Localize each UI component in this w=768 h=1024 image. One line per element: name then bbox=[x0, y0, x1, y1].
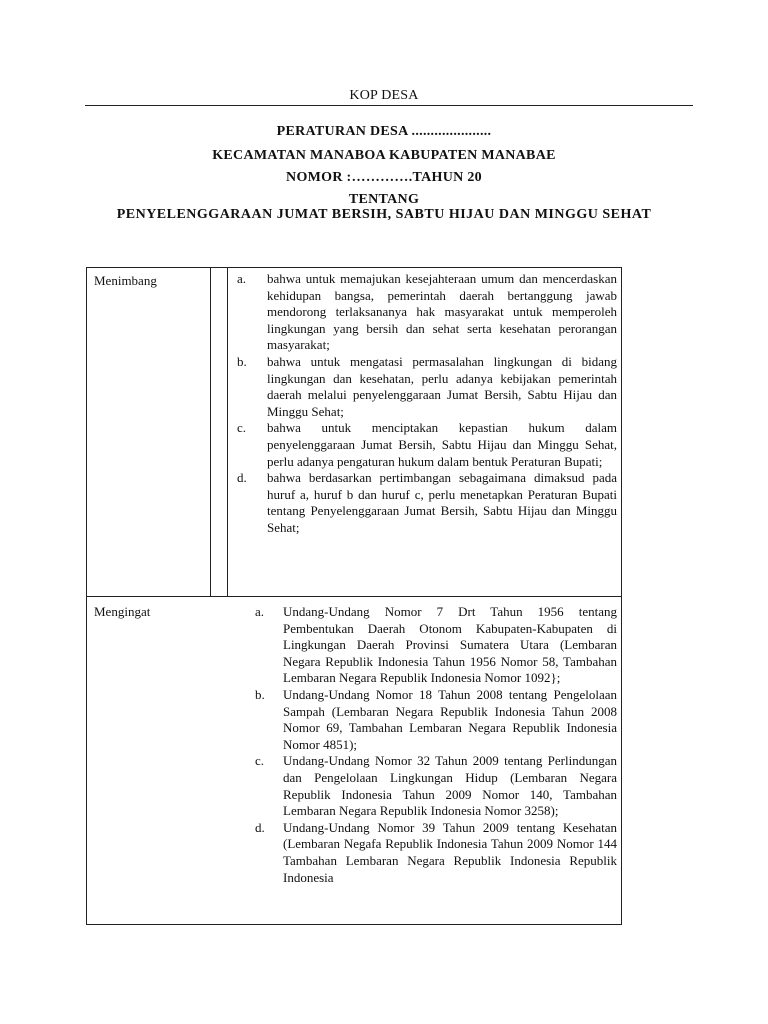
item-text: bahwa untuk menciptakan kepastian hukum dalam penyelenggaraan Jumat Bersih, Sabtu Hijau dan Minggu Sehat, perlu adanya pengaturan hukum dalam bentuk Peraturan Bupati; bbox=[267, 420, 617, 469]
mengingat-item-a bbox=[255, 604, 617, 687]
title-kecamatan: KECAMATAN MANABOA KABUPATEN MANABAE bbox=[212, 148, 556, 163]
item-marker: b. bbox=[237, 353, 247, 369]
kop-desa: KOP DESA bbox=[349, 88, 419, 103]
item-text: Undang-Undang Nomor 32 Tahun 2009 tentang Perlindungan dan Pengelolaan Lingkungan Hidup (Lembaran Negara Republik Indonesia Tahun 2009 Nomor 140, Tambahan Lembaran Negara Republik Indonesia Nomor 3258); bbox=[283, 753, 617, 819]
column-divider bbox=[227, 268, 228, 596]
item-text: Undang-Undang Nomor 18 Tahun 2008 tentang Pengelolaan Sampah (Lembaran Negara Republik Indonesia Tahun 2008 Nomor 69, Tambahan Lembaran Negara Republik Indonesia Nomor 4851); bbox=[283, 686, 617, 752]
item-text: Undang-Undang Nomor 7 Drt Tahun 1956 tentang Pembentukan Daerah Otonom Kabupaten-Kabupaten di Lingkungan Daerah Provinsi Sumatera Utara (Lembaran Negara Republik Indonesia Tahun 1956 Nomor 58, Tambahan Lembaran Negara Republik Indonesia Nomor 1092}; bbox=[283, 604, 617, 686]
header-divider bbox=[85, 105, 693, 106]
item-marker: c. bbox=[237, 420, 247, 436]
item-text: bahwa untuk memajukan kesejahteraan umum dan mencerdaskan kehidupan bangsa, pemerintah daerah bertanggung jawab mendorong terlaksananya hak masyarakat untuk memperoleh lingkungan yang bersih dan sehat serta kesehatan perorangan masyarakat; bbox=[267, 271, 617, 353]
menimbang-item-c bbox=[237, 420, 617, 470]
mengingat-list bbox=[255, 604, 617, 886]
menimbang-label: Menimbang bbox=[94, 273, 157, 288]
item-text: Undang-Undang Nomor 39 Tahun 2009 tentang Kesehatan (Lembaran Negafa Republik Indonesia Tahun 2009 Nomor 144 Tambahan Lembaran Negara Republik Indonesia Republik Indonesia bbox=[283, 819, 617, 885]
menimbang-item-a bbox=[237, 271, 617, 354]
title-nomor: NOMOR :………….TAHUN 20 bbox=[286, 170, 482, 185]
item-marker: a. bbox=[237, 271, 247, 286]
menimbang-list bbox=[237, 271, 617, 537]
menimbang-section bbox=[86, 267, 622, 597]
title-tentang: TENTANG bbox=[348, 192, 420, 207]
mengingat-section bbox=[86, 597, 622, 925]
item-marker: b. bbox=[255, 686, 265, 702]
item-text: bahwa berdasarkan pertimbangan sebagaimana dimaksud pada huruf a, huruf b dan huruf c, perlu menetapkan Peraturan Bupati tentang Penyelenggaraan Jumat Bersih, Sabtu Hijau dan Minggu Sehat; bbox=[267, 470, 617, 535]
mengingat-item-b bbox=[255, 686, 617, 753]
item-text: bahwa untuk mengatasi permasalahan lingkungan di bidang lingkungan dan kesehatan, perlu adanya kebijakan pemerintah daerah melalui penyelenggaraan Jumat Bersih, Sabtu Hijau dan Minggu Sehat; bbox=[267, 353, 617, 419]
item-marker: a. bbox=[255, 604, 265, 619]
menimbang-item-d bbox=[237, 470, 617, 536]
item-marker: d. bbox=[237, 470, 247, 486]
title-subject: PENYELENGGARAAN JUMAT BERSIH, SABTU HIJAU DAN MINGGU SEHAT bbox=[116, 207, 652, 222]
mengingat-item-d bbox=[255, 819, 617, 886]
mengingat-label: Mengingat bbox=[94, 604, 151, 619]
mengingat-item-c bbox=[255, 753, 617, 819]
item-marker: d. bbox=[255, 819, 265, 835]
menimbang-item-b bbox=[237, 353, 617, 420]
column-divider bbox=[210, 268, 211, 596]
item-marker: c. bbox=[255, 753, 265, 769]
title-peraturan-desa: PERATURAN DESA ..................... bbox=[276, 124, 492, 139]
